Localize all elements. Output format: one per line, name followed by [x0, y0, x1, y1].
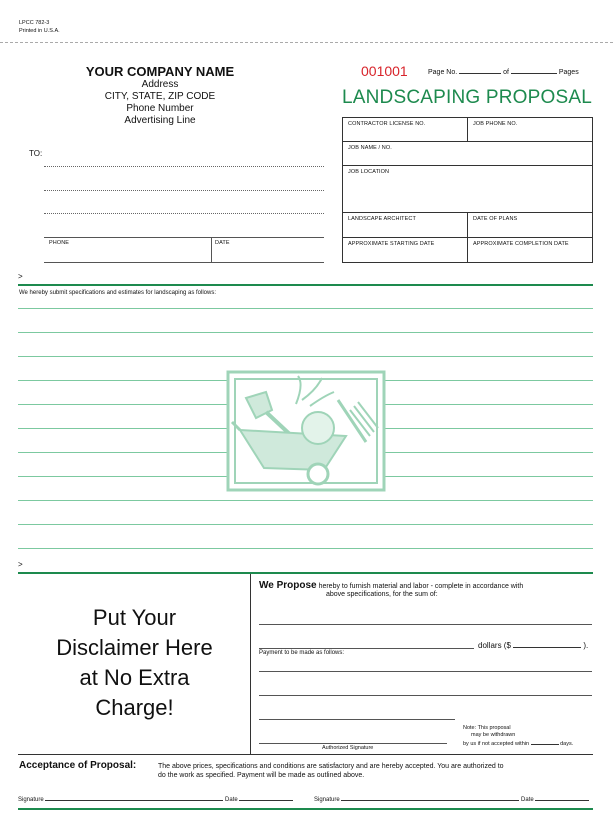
to-label: TO: — [29, 149, 43, 158]
form-serial-number: 001001 — [361, 63, 408, 79]
payment-line[interactable] — [259, 695, 592, 696]
landscaping-watermark-icon — [226, 370, 386, 492]
note-line: Note: This proposal — [463, 725, 511, 731]
disclaimer-line: at No Extra — [79, 665, 190, 690]
form-number: LPCC 782-3 — [19, 20, 50, 26]
acceptance-text-2: do the work as specified. Payment will be made as outlined above. — [158, 772, 365, 779]
signature-blank[interactable] — [341, 795, 519, 801]
job-table-row-line — [342, 165, 593, 166]
approx-start-field[interactable]: APPROXIMATE STARTING DATE — [348, 241, 435, 247]
printed-in: Printed in U.S.A. — [19, 28, 60, 34]
spec-line[interactable] — [18, 548, 593, 549]
company-phone: Phone Number — [126, 103, 194, 114]
date-label: Date — [521, 797, 534, 803]
acceptance-top-rule — [18, 754, 593, 755]
arrow-marker: > — [18, 272, 23, 281]
dollars-close: ). — [583, 641, 589, 650]
signature-label: Signature — [18, 797, 44, 803]
sum-words-line[interactable] — [259, 624, 592, 625]
acceptance-text — [158, 762, 590, 780]
proposal-statement — [259, 581, 594, 591]
disclaimer-line: Put Your — [92, 605, 177, 630]
disclaimer-line: Disclaimer Here — [56, 635, 213, 660]
sum-line[interactable] — [259, 648, 474, 649]
payment-line[interactable] — [259, 719, 455, 720]
note-line: by us if not accepted within — [463, 741, 530, 747]
proposal-text-1: hereby to furnish material and labor - complete in accordance with — [318, 583, 524, 590]
date-blank[interactable] — [535, 795, 589, 801]
company-address: Address — [141, 79, 179, 90]
date-of-plans-field[interactable]: DATE OF PLANS — [473, 216, 518, 222]
phone-date-top-line — [44, 237, 324, 238]
authorized-signature-label: Authorized Signature — [322, 745, 374, 751]
phone-date-divider — [211, 237, 212, 262]
phone-date-bottom-line[interactable] — [44, 262, 324, 263]
specs-intro: We hereby submit specifications and estimates for landscaping as follows: — [19, 290, 216, 296]
job-name-field[interactable]: JOB NAME / NO. — [348, 145, 392, 151]
job-location-field[interactable]: JOB LOCATION — [348, 169, 390, 175]
signature-field-2[interactable] — [314, 795, 589, 803]
spec-line[interactable] — [18, 332, 593, 333]
form-title: LANDSCAPING PROPOSAL — [342, 87, 593, 108]
perforation-line — [0, 42, 613, 43]
company-name: YOUR COMPANY NAME — [85, 64, 235, 79]
job-table-divider — [467, 212, 468, 263]
signature-blank[interactable] — [45, 795, 223, 801]
days-blank[interactable] — [531, 739, 559, 745]
we-propose-heading: We Propose — [259, 580, 317, 591]
approx-completion-field[interactable]: APPROXIMATE COMPLETION DATE — [473, 241, 569, 247]
page-no-label: Page No. — [428, 69, 458, 76]
acceptance-text-1: The above prices, specifications and conditions are satisfactory and are hereby accepted. You are authorized to — [158, 763, 504, 770]
page-no-blank[interactable] — [459, 66, 501, 74]
to-line-2[interactable] — [44, 190, 324, 191]
date-blank[interactable] — [239, 795, 293, 801]
disclaimer-line: Charge! — [95, 695, 174, 720]
arrow-marker: > — [18, 560, 23, 569]
bottom-rule — [18, 808, 593, 810]
dollars-label: dollars ($ — [478, 641, 511, 650]
spec-line[interactable] — [18, 308, 593, 309]
note-days: days. — [560, 741, 574, 747]
job-table-divider — [467, 117, 468, 141]
landscape-architect-field[interactable]: LANDSCAPE ARCHITECT — [348, 216, 416, 222]
authorized-signature-line[interactable] — [259, 743, 447, 744]
disclaimer-text — [18, 603, 251, 723]
signature-label: Signature — [314, 797, 340, 803]
spec-line[interactable] — [18, 524, 593, 525]
job-table-row-line — [342, 141, 593, 142]
company-block — [70, 64, 250, 127]
acceptance-heading: Acceptance of Proposal: — [19, 760, 137, 771]
company-city-state-zip: CITY, STATE, ZIP CODE — [104, 91, 216, 102]
job-phone-field[interactable]: JOB PHONE NO. — [473, 121, 518, 127]
pages-label: Pages — [558, 69, 579, 76]
total-pages-blank[interactable] — [511, 66, 557, 74]
dollars-amount-blank[interactable] — [513, 640, 581, 648]
note-line: may be withdrawn — [471, 732, 516, 738]
date-label: Date — [225, 797, 238, 803]
payment-label: Payment to be made as follows: — [259, 650, 345, 656]
company-advertising: Advertising Line — [124, 115, 196, 126]
date-label: DATE — [215, 240, 230, 246]
contractor-license-field[interactable]: CONTRACTOR LICENSE NO. — [348, 121, 426, 127]
withdrawal-note — [463, 725, 573, 748]
spec-line[interactable] — [18, 356, 593, 357]
payment-line[interactable] — [259, 671, 592, 672]
specs-top-rule — [18, 284, 593, 286]
spec-line[interactable] — [18, 500, 593, 501]
to-line-3[interactable] — [44, 213, 324, 214]
page-number-field[interactable] — [428, 66, 579, 76]
dollars-field[interactable] — [478, 640, 588, 650]
to-line-1[interactable] — [44, 166, 324, 167]
of-label: of — [503, 69, 509, 76]
signature-field-1[interactable] — [18, 795, 293, 803]
phone-label: PHONE — [49, 240, 70, 246]
proposal-text-2: above specifications, for the sum of: — [326, 591, 438, 598]
